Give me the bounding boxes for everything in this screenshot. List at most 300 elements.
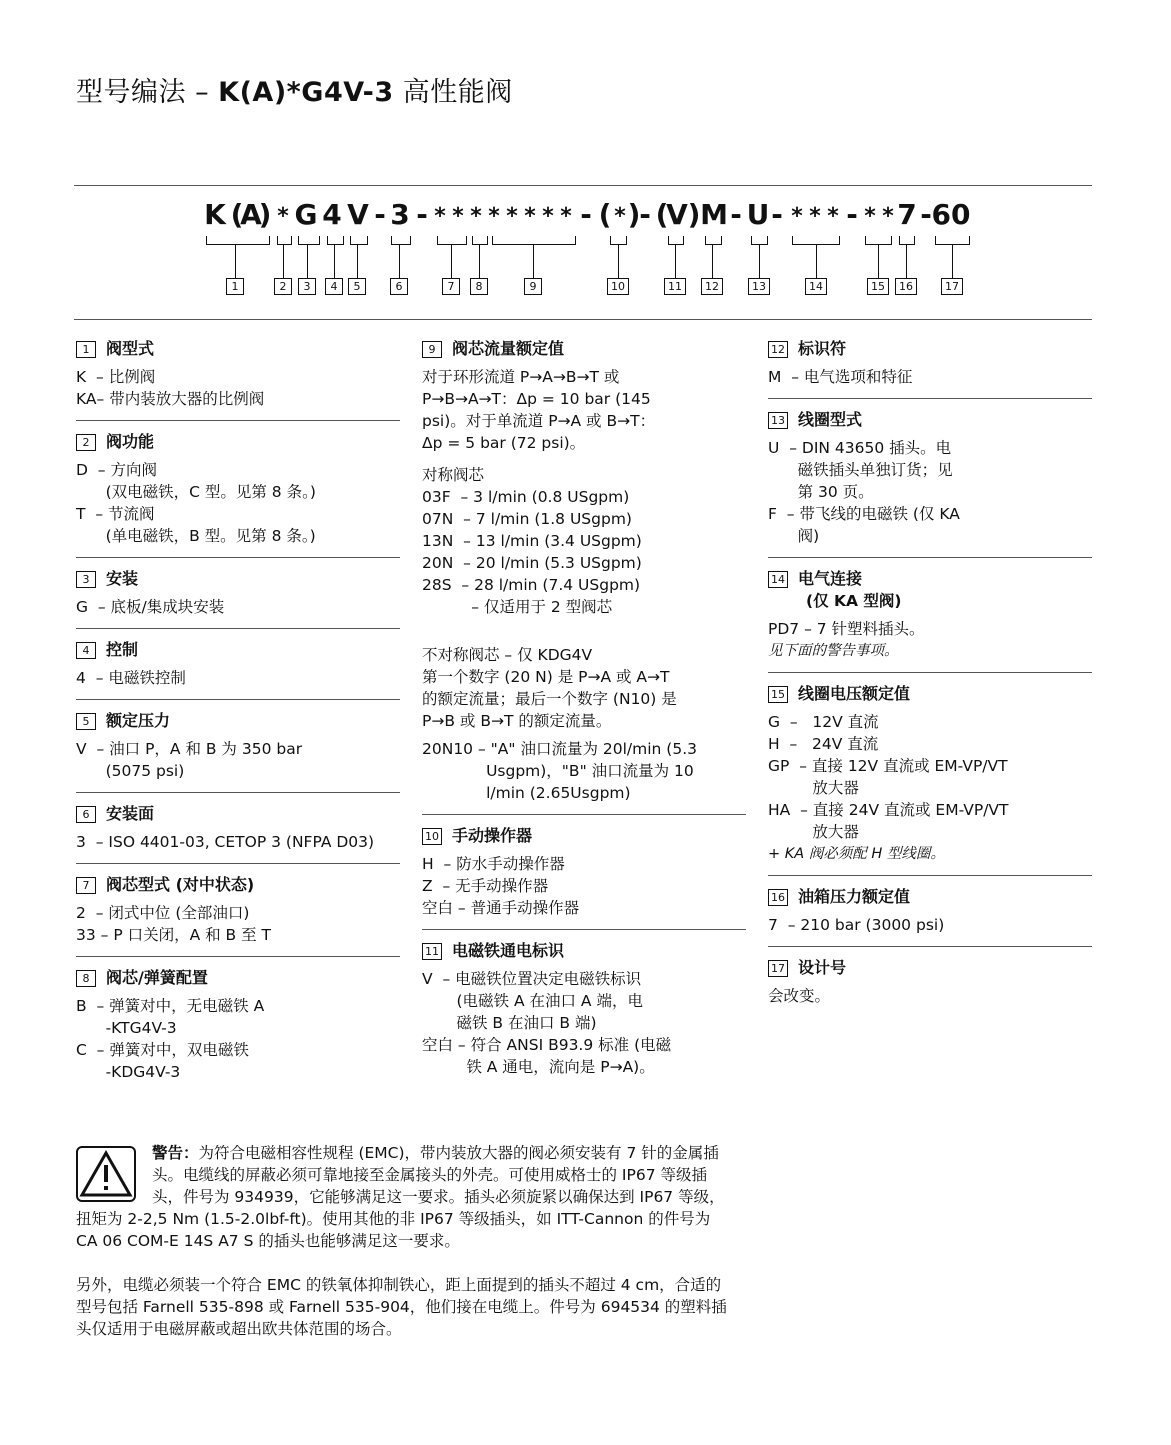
option-code: F – [768,505,800,523]
option-desc: (电磁铁 A 在油口 A 端，电 [456,992,643,1010]
code-char: * [277,204,289,229]
option-row [76,667,400,689]
option-row [768,799,1092,821]
section-number-box: 3 [76,571,96,588]
code-position-box: 2 [274,278,292,295]
option-desc: 油口 P，A 和 B 为 350 bar [109,740,303,758]
code-char: * [560,204,572,229]
section-divider [76,956,400,957]
option-desc: 放大器 [812,779,859,797]
section-title: 电气连接 [798,569,863,588]
section-title: 油箱压力额定值 [798,887,911,906]
section-note: 见下面的警告事项。 [768,643,899,659]
option-row [768,481,1092,503]
code-leader [675,244,676,278]
code-char: * [470,204,482,229]
option-desc: ISO 4401-03, CETOP 3 (NFPA D03) [108,833,375,851]
option-code [422,782,486,804]
code-position-box: 13 [748,278,770,295]
option-row [422,853,746,875]
option-row [422,897,746,919]
option-row [76,503,400,525]
option-code [422,990,457,1012]
option-code: B – [76,997,110,1015]
option-row [76,1061,400,1083]
option-row [76,459,400,481]
option-desc: 普通手动操作器 [470,899,580,917]
option-code [422,760,486,782]
section-number-box: 7 [76,877,96,894]
option-desc: 第 30 页。 [797,483,874,501]
code-char: K [204,198,226,231]
text-line: 不对称阀芯 – 仅 KDG4V [422,646,593,664]
option-row [422,1012,746,1034]
option-row [768,618,1092,640]
option-desc: 210 bar (3000 psi) [800,916,945,934]
code-position-box: 4 [325,278,343,295]
code-bracket [391,236,411,245]
option-code: G – [76,598,111,616]
option-code: 28S – [422,576,475,594]
section-title: 阀芯/弹簧配置 [106,968,208,987]
option-code [768,525,798,547]
option-code [422,596,471,618]
option-desc: 20 l/min (5.3 USgpm) [475,554,642,572]
option-row [76,481,400,503]
option-code: T – [76,505,108,523]
code-bracket [472,236,488,245]
option-row [76,738,400,760]
section-4 [76,639,400,700]
code-char: - [580,198,592,231]
option-code: 07N – [422,510,476,528]
option-desc: 7 l/min (1.8 USgpm) [475,510,632,528]
page-title: 型号编法 – K(A)*G4V-3 高性能阀 [76,77,513,108]
section-heading [76,967,400,989]
warning-triangle-icon [76,1146,136,1202]
code-char: - [639,198,651,231]
option-desc: 带飞线的电磁铁 (仅 KA [799,505,960,523]
option-code [76,481,106,503]
code-char: A [240,198,262,231]
option-desc: 7 针塑料插头。 [816,620,925,638]
section-10 [422,825,746,930]
code-position-box: 8 [470,278,488,295]
section-divider [76,863,400,864]
option-desc: 放大器 [812,823,859,841]
section-note: + KA 阀必须配 H 型线圈。 [768,846,945,862]
section-number-box: 11 [422,943,442,960]
code-char: 3 [390,198,410,231]
code-position-box: 16 [895,278,917,295]
code-char: - [846,198,858,231]
code-char: * [506,204,518,229]
code-leader [618,244,619,278]
option-row [422,1056,746,1078]
option-code: 20N10 – [422,740,491,758]
option-code [76,1017,106,1039]
code-bracket [350,236,368,245]
text-line: 第一个数字 (20 N) 是 P→A 或 A→T [422,668,670,686]
text-line: P→B→A→T：Δp = 10 bar (145 [422,390,651,408]
option-row [768,366,1092,388]
code-bracket [899,236,915,245]
option-code [76,525,106,547]
section-number-box: 16 [768,889,788,906]
option-row [76,924,400,946]
code-char: ) [687,198,701,231]
option-row [768,437,1092,459]
option-desc: 会改变。 [768,987,831,1005]
option-code: U – [768,439,802,457]
option-code: H – [422,855,457,873]
section-heading [422,825,746,847]
option-row [76,995,400,1017]
option-code [768,821,812,843]
code-position-box: 5 [348,278,366,295]
code-leader [399,244,400,278]
code-char: * [882,204,894,229]
section-heading [76,568,400,590]
option-code [768,459,798,481]
section-title: 手动操作器 [452,826,533,845]
code-leader [816,244,817,278]
code-char: V [347,198,369,231]
option-code [768,777,812,799]
option-code: D – [76,461,111,479]
text-line: psi)。对于单流道 P→A 或 B→T： [422,412,656,430]
option-desc: – 仅适用于 2 型阀芯 [471,598,613,616]
option-row [422,875,746,897]
code-char: ( [598,198,612,231]
code-char: U [746,198,770,231]
section-title: 安装 [106,569,139,588]
option-desc: 磁铁插头单独订货；见 [797,461,953,479]
option-desc: DIN 43650 插头。电 [801,439,952,457]
section-divider [76,628,400,629]
option-row [422,596,746,618]
option-code: 33 – [76,926,114,944]
option-code: HA – [768,801,813,819]
section-heading [768,409,1092,431]
section-title: 设计号 [798,958,847,977]
section-number-box: 13 [768,412,788,429]
option-row [768,711,1092,733]
section-number-box: 9 [422,341,442,358]
option-desc: 磁铁 B 在油口 B 端) [456,1014,597,1032]
section-number-box: 2 [76,434,96,451]
code-leader [906,244,907,278]
option-desc: 13 l/min (3.4 USgpm) [475,532,642,550]
option-row [422,486,746,508]
code-char: V [666,198,688,231]
option-desc: "A" 油口流量为 20l/min (5.3 [490,740,697,758]
option-code: G – [768,713,813,731]
option-desc: 直接 24V 直流或 EM-VP/VT [812,801,1009,819]
code-leader [235,244,236,278]
option-desc: 阀) [797,527,820,545]
section-12 [768,338,1092,399]
code-position-box: 11 [664,278,686,295]
code-bracket [327,236,344,245]
section-divider [422,814,746,815]
option-code [76,760,106,782]
option-desc: 3 l/min (0.8 USgpm) [473,488,630,506]
section-divider [768,946,1092,947]
column-right [768,328,1092,1007]
section-number-box: 14 [768,571,788,588]
option-row [422,508,746,530]
section-title: 阀芯型式 (对中状态) [106,875,255,894]
option-code: 7 – [768,916,801,934]
option-code: 2 – [76,904,109,922]
section-3 [76,568,400,629]
code-leader [533,244,534,278]
option-code: V – [422,970,456,988]
code-leader [479,244,480,278]
option-row [422,738,746,760]
option-row [422,1034,746,1056]
code-position-box: 14 [805,278,827,295]
option-row [76,596,400,618]
option-row [422,760,746,782]
code-bracket [668,236,684,245]
code-position-box: 1 [226,278,244,295]
code-char: * [452,204,464,229]
option-desc: (5075 psi) [105,762,185,780]
option-desc: 铁 A 通电，流向是 P→A)。 [466,1058,655,1076]
option-desc: 符合 ANSI B93.9 标准 (电磁 [470,1036,672,1054]
section-number-box: 15 [768,686,788,703]
option-desc: -KDG4V-3 [105,1063,181,1081]
section-title: 线圈电压额定值 [798,684,911,703]
option-desc: 电磁铁位置决定电磁铁标识 [455,970,642,988]
option-code: 空白 – [422,1036,471,1054]
text-line: 的额定流量；最后一个数字 (N10) 是 [422,690,677,708]
section-title: 安装面 [106,804,155,823]
code-leader [878,244,879,278]
option-code: 03F – [422,488,474,506]
section-number-box: 10 [422,828,442,845]
section-number-box: 8 [76,970,96,987]
option-desc: (单电磁铁，B 型。见第 8 条。) [105,527,316,545]
option-row [422,574,746,596]
section-number-box: 6 [76,806,96,823]
code-char: * [809,204,821,229]
option-code [768,481,798,503]
code-position-box: 10 [607,278,629,295]
code-char: 60 [931,198,971,231]
code-char: - [920,198,932,231]
option-desc: 电气选项和特征 [803,368,913,386]
section-17 [768,957,1092,1007]
section-14 [768,568,1092,673]
section-title: 阀型式 [106,339,155,358]
section-heading [768,338,1092,360]
section-8 [76,967,400,1083]
text-line: P→B 或 B→T 的额定流量。 [422,712,612,730]
option-desc: (双电磁铁，C 型。见第 8 条。) [105,483,316,501]
section-heading [76,803,400,825]
code-position-box: 3 [298,278,316,295]
option-row [422,782,746,804]
section-heading [768,886,1092,908]
section-divider [422,929,746,930]
section-number-box: 17 [768,960,788,977]
section-title: 阀芯流量额定值 [452,339,565,358]
code-leader [283,244,284,278]
section-divider [768,875,1092,876]
section-title: 阀功能 [106,432,155,451]
section-heading [422,338,746,360]
option-row [768,755,1092,777]
option-code: 13N – [422,532,476,550]
section-heading [422,940,746,962]
option-code: 3 – [76,833,109,851]
option-desc: P 口关闭，A 和 B 至 T [113,926,272,944]
code-position-box: 17 [941,278,963,295]
code-leader [712,244,713,278]
option-desc: -KTG4V-3 [105,1019,177,1037]
option-code: 空白 – [422,899,471,917]
option-code [76,1061,106,1083]
section-2 [76,431,400,558]
code-char: * [791,204,803,229]
code-char: * [488,204,500,229]
option-code: GP – [768,757,812,775]
option-code: V – [76,740,110,758]
option-desc: 无手动操作器 [455,877,549,895]
section-7 [76,874,400,957]
top-divider [74,185,1092,186]
code-bracket [206,236,270,245]
option-row [422,990,746,1012]
section-title: 电磁铁通电标识 [452,941,565,960]
section-heading [768,568,1092,590]
option-row [76,831,400,853]
code-position-box: 9 [524,278,542,295]
code-char: * [864,204,876,229]
option-desc: 闭式中位 (全部油口) [108,904,250,922]
option-row [768,914,1092,936]
code-char: 7 [897,198,917,231]
text-line: Δp = 5 bar (72 psi)。 [422,434,586,452]
option-row [768,459,1092,481]
code-leader [334,244,335,278]
option-row [768,821,1092,843]
section-heading [76,874,400,896]
option-desc: l/min (2.65Usgpm) [486,784,631,802]
code-position-box: 12 [701,278,723,295]
section-heading [76,431,400,453]
option-row [422,552,746,574]
section-heading [768,957,1092,979]
code-char: ) [627,198,641,231]
option-row [76,760,400,782]
section-6 [76,803,400,864]
option-code: K – [76,368,109,386]
section-title: 控制 [106,640,139,659]
option-row [768,985,1092,1007]
code-char: * [614,204,626,229]
option-row [768,525,1092,547]
option-desc: 节流阀 [108,505,155,523]
option-desc: 28 l/min (7.4 USgpm) [474,576,641,594]
code-char: - [374,198,386,231]
option-row [76,1039,400,1061]
code-position-box: 6 [390,278,408,295]
option-desc: 方向阀 [110,461,157,479]
option-desc: 比例阀 [108,368,156,386]
section-subtitle: (仅 KA 型阀) [806,592,902,610]
code-char: * [827,204,839,229]
option-code: PD7 – [768,620,817,638]
code-bracket [437,236,467,245]
option-code: 20N – [422,554,476,572]
option-desc: Usgpm)，"B" 油口流量为 10 [486,762,694,780]
section-11 [422,940,746,1078]
section-title: 标识符 [798,339,847,358]
option-desc: 带内装放大器的比例阀 [109,390,265,408]
section-title: 线圈型式 [798,410,863,429]
option-desc: 直接 12V 直流或 EM-VP/VT [811,757,1008,775]
column-middle [422,328,746,1078]
section-number-box: 5 [76,713,96,730]
code-leader [307,244,308,278]
option-desc: 弹簧对中，无电磁铁 A [109,997,265,1015]
code-bracket [277,236,292,245]
code-leader [952,244,953,278]
code-leader [451,244,452,278]
code-bracket [298,236,320,245]
option-desc: 24V 直流 [812,735,879,753]
code-char: ( [230,198,244,231]
section-5 [76,710,400,793]
warning-block [76,1142,732,1340]
option-row [768,503,1092,525]
code-char: * [524,204,536,229]
section-heading [76,710,400,732]
code-char: ( [655,198,669,231]
code-char: M [700,198,728,231]
code-char: - [416,198,428,231]
option-row [768,733,1092,755]
option-desc: 12V 直流 [812,713,879,731]
option-desc: 防水手动操作器 [456,855,565,873]
text-line: 对于环形流道 P→A→B→T 或 [422,368,620,386]
option-row [76,1017,400,1039]
option-row [768,777,1092,799]
code-char: - [771,198,783,231]
option-code: Z – [422,877,456,895]
option-desc: 底板/集成块安装 [110,598,225,616]
option-code: 4 – [76,669,109,687]
section-divider [768,557,1092,558]
option-desc: 弹簧对中，双电磁铁 [109,1041,249,1059]
code-char: * [542,204,554,229]
option-desc: 电磁铁控制 [108,669,186,687]
section-divider [76,420,400,421]
option-row [76,525,400,547]
code-char: 4 [322,198,342,231]
code-bracket [492,236,576,245]
section-divider [768,672,1092,673]
option-code: KA– [76,390,110,408]
section-heading [76,639,400,661]
warning-text-2: 另外，电缆必须装一个符合 EMC 的铁氧体抑制铁心，距上面提到的插头不超过 4 cm，合适的型号包括 Farnell 535-898 或 Farnell 535-904，他们接在电缆上。件号为 694534 的塑料插头仅适用于电磁屏蔽或超出欧共体范围的场合。 [76,1276,727,1338]
option-code [422,1012,457,1034]
section-divider [768,398,1092,399]
